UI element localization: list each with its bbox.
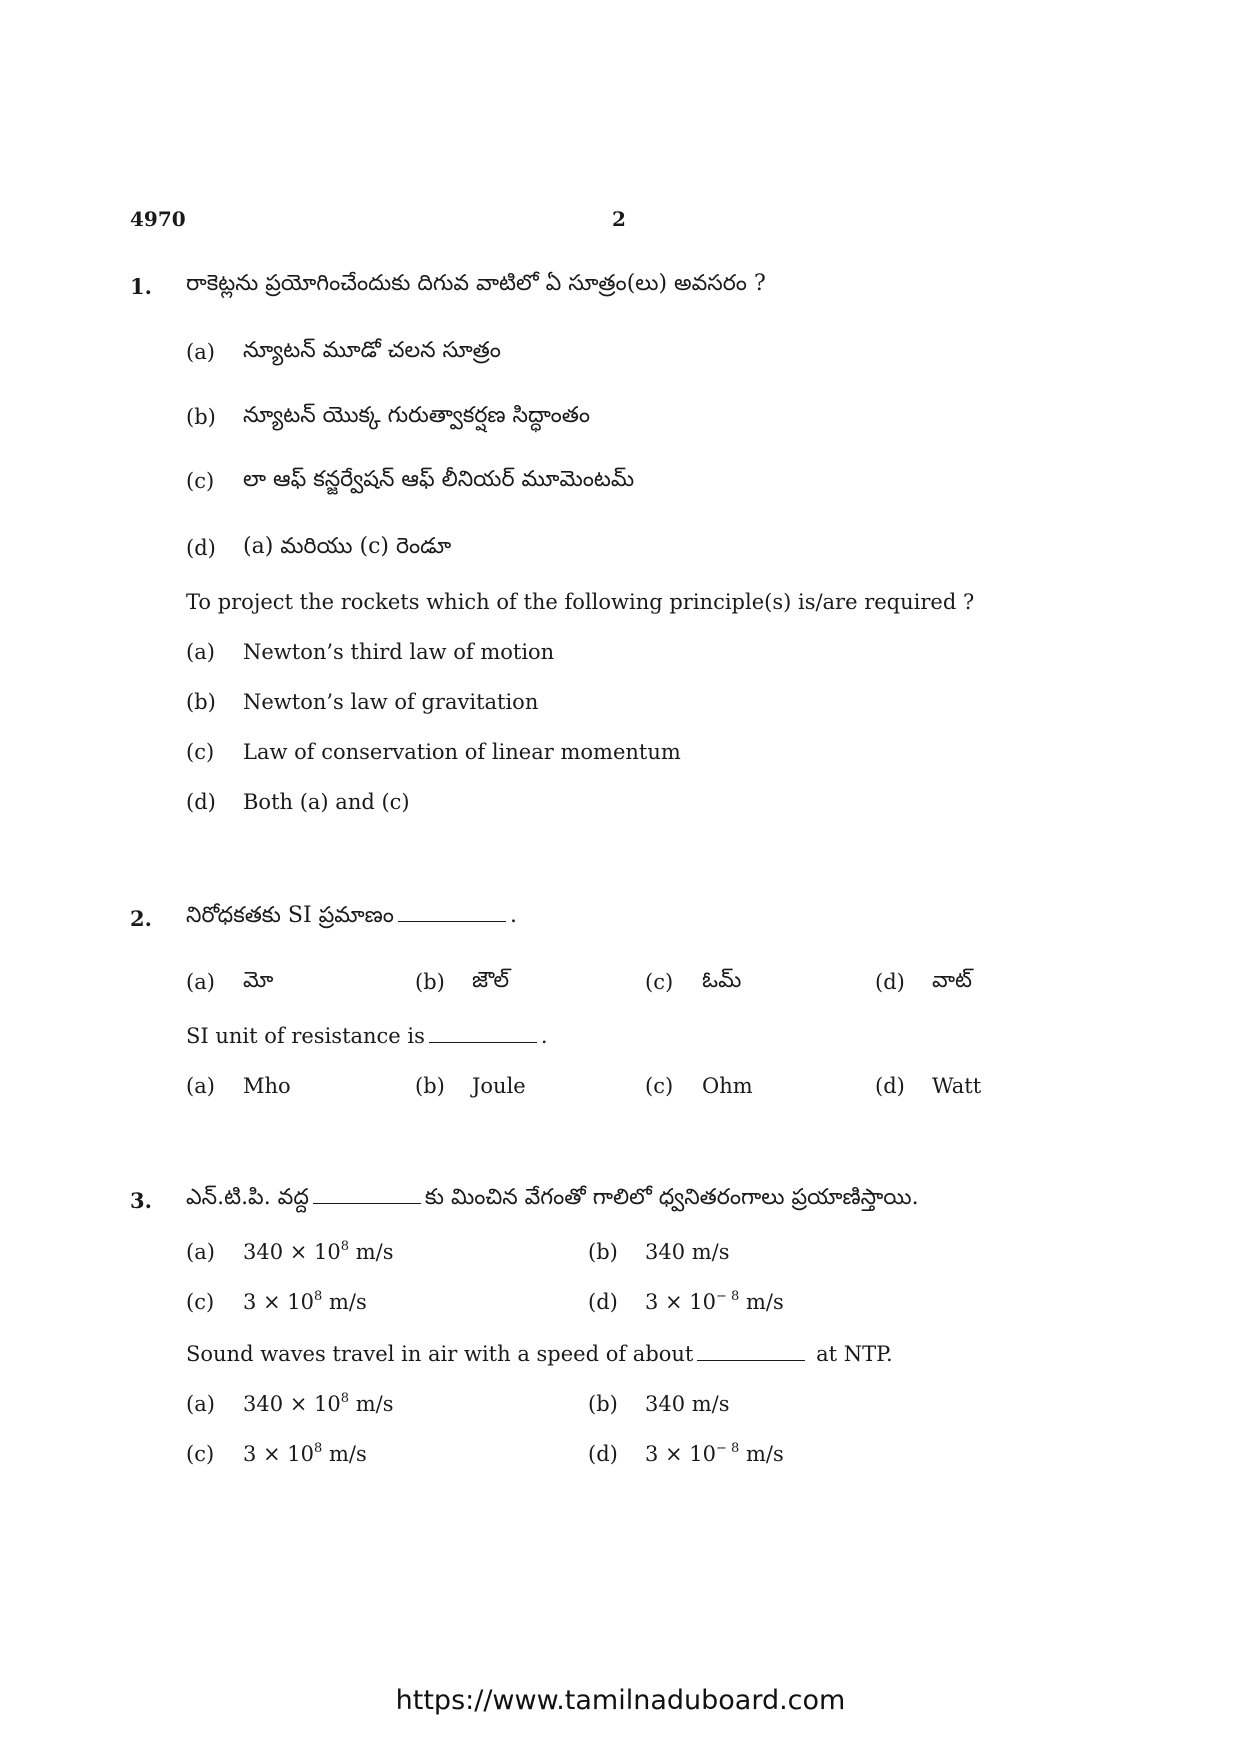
option-label: (b)	[415, 970, 445, 994]
option-text-telugu: న్యూటన్ యొక్క గురుత్వాకర్షణ సిద్ధాంతం	[243, 403, 591, 428]
option-label: (a)	[186, 1240, 215, 1264]
option-label: (c)	[186, 1442, 215, 1466]
option-label: (d)	[186, 790, 216, 814]
option-label: (a)	[186, 1074, 215, 1098]
question-text-telugu	[186, 903, 517, 933]
option-text-english: Both (a) and (c)	[243, 790, 410, 814]
option-text-english: Law of conservation of linear momentum	[243, 740, 681, 764]
option-text-telugu: జౌల్	[472, 968, 510, 993]
question-stem: నిరోధకతకు SI ప్రమాణం	[186, 903, 394, 928]
option-text-telugu: వాట్	[932, 968, 973, 993]
option-label: (a)	[186, 340, 215, 364]
question-stem: ఎన్.టి.పి. వద్ద	[186, 1185, 309, 1210]
option-text-english: Mho	[243, 1074, 291, 1098]
option-label: (c)	[186, 740, 215, 764]
answer-blank	[398, 920, 506, 922]
option-text-english: Newton’s law of gravitation	[243, 690, 539, 714]
option-label: (d)	[875, 1074, 905, 1098]
option-label: (c)	[186, 1290, 215, 1314]
question-text-english: To project the rockets which of the following principle(s) is/are required ?	[186, 590, 975, 614]
option-value: 340 m/s	[645, 1240, 730, 1264]
option-text-telugu: ఓమ్	[702, 968, 742, 993]
option-label: (a)	[186, 640, 215, 664]
option-value: $3 \times 10^{- 8}$ m/s	[645, 1289, 784, 1314]
option-text-english: Newton’s third law of motion	[243, 640, 555, 664]
option-label: (c)	[645, 970, 674, 994]
period: .	[540, 1024, 548, 1048]
option-label: (a)	[186, 970, 215, 994]
footer-url[interactable]: https://www.tamilnaduboard.com	[395, 1685, 846, 1716]
question-stem: Sound waves travel in air with a speed of about	[186, 1342, 694, 1366]
option-value: $3 \times 10^8$ m/s	[243, 1441, 367, 1466]
question-text-telugu	[186, 1185, 919, 1215]
question-stem-end: at NTP.	[816, 1342, 893, 1366]
option-value: $3 \times 10^8$ m/s	[243, 1289, 367, 1314]
answer-blank	[429, 1041, 537, 1043]
option-value: 340 m/s	[645, 1392, 730, 1416]
option-text-telugu: లా ఆఫ్ కన్జర్వేషన్ ఆఫ్ లీనియర్ మూమెంటమ్	[243, 467, 635, 492]
answer-blank	[697, 1359, 805, 1361]
option-value: $340 \times 10^8$ m/s	[243, 1239, 394, 1264]
option-text-english: Watt	[932, 1074, 982, 1098]
option-text-telugu: (a) మరియు (c) రెండూ	[243, 534, 452, 559]
option-label: (b)	[415, 1074, 445, 1098]
question-number: 1.	[130, 274, 152, 299]
option-label: (b)	[186, 690, 216, 714]
option-text-telugu: న్యూటన్ మూడో చలన సూత్రం	[243, 338, 501, 363]
question-text-english	[186, 1342, 893, 1366]
option-value: $3 \times 10^{- 8}$ m/s	[645, 1441, 784, 1466]
option-label: (d)	[875, 970, 905, 994]
option-label: (a)	[186, 1392, 215, 1416]
paper-code: 4970	[130, 207, 186, 231]
option-label: (d)	[588, 1290, 618, 1314]
option-text-telugu: మో	[243, 968, 274, 993]
question-text-english	[186, 1024, 548, 1048]
option-label: (b)	[588, 1392, 618, 1416]
question-number: 2.	[130, 906, 152, 931]
answer-blank	[313, 1202, 421, 1204]
question-stem-end: కు మించిన వేగంతో గాలిలో ధ్వనితరంగాలు ప్రయాణిస్తాయి.	[424, 1185, 919, 1210]
period: .	[509, 903, 517, 928]
question-stem: SI unit of resistance is	[186, 1024, 425, 1048]
option-label: (d)	[588, 1442, 618, 1466]
option-label: (b)	[186, 405, 216, 429]
question-text-telugu: రాకెట్లను ప్రయోగించేందుకు దిగువ వాటిలో ఏ సూత్రం(లు) అవసరం ?	[186, 271, 766, 296]
option-value: $340 \times 10^8$ m/s	[243, 1391, 394, 1416]
option-label: (c)	[186, 469, 215, 493]
option-label: (b)	[588, 1240, 618, 1264]
option-label: (c)	[645, 1074, 674, 1098]
option-text-english: Ohm	[702, 1074, 753, 1098]
option-text-english: Joule	[472, 1074, 526, 1098]
page-number: 2	[612, 207, 626, 231]
question-number: 3.	[130, 1188, 152, 1213]
option-label: (d)	[186, 536, 216, 560]
